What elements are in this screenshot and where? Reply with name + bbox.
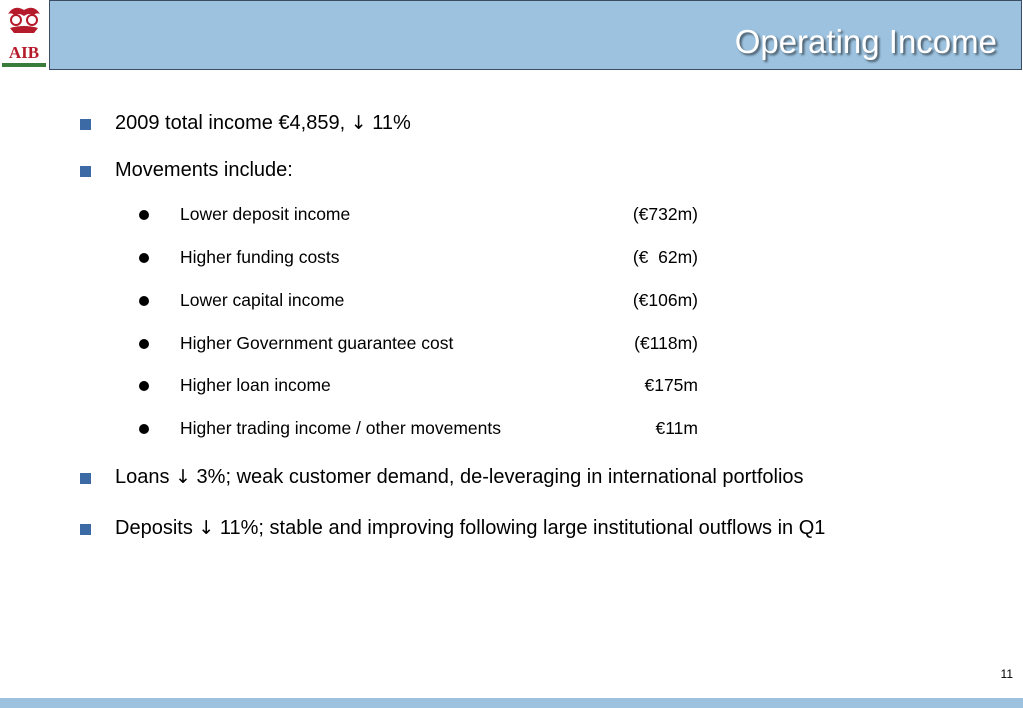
movement-label: Higher trading income / other movements	[180, 418, 501, 438]
square-bullet-icon	[80, 117, 94, 131]
square-bullet-icon	[80, 522, 94, 536]
square-bullet-icon	[80, 471, 94, 485]
movement-value: €175m	[644, 375, 698, 395]
round-bullet-icon	[139, 210, 149, 220]
movement-value: €11m	[655, 418, 698, 438]
movement-label: Lower capital income	[180, 290, 345, 310]
loans-bullet	[115, 466, 804, 489]
loans-text: 3%; weak customer demand, de-leveraging in international portfolios	[196, 466, 804, 488]
page-number: 11	[1000, 667, 1013, 681]
round-bullet-icon	[139, 424, 149, 434]
movement-value: (€ 62m)	[632, 247, 698, 267]
movement-label: Lower deposit income	[180, 204, 351, 224]
movement-value: (€106m)	[632, 290, 698, 310]
page-title: Operating Income	[734, 23, 997, 60]
total-income-change: 11%	[372, 112, 411, 134]
footer-bar	[0, 698, 1023, 708]
header-bar	[49, 0, 1022, 70]
square-bullet-icon	[80, 164, 94, 178]
aib-logo-text: AIB	[8, 43, 40, 62]
movement-item	[0, 418, 1023, 440]
movements-heading: Movements include:	[115, 159, 293, 181]
movement-item	[0, 290, 1023, 312]
round-bullet-icon	[139, 296, 149, 306]
movement-item	[0, 375, 1023, 397]
round-bullet-icon	[139, 381, 149, 391]
deposits-bullet	[115, 517, 825, 540]
down-arrow-icon: ↓	[175, 466, 191, 488]
movement-item	[0, 247, 1023, 269]
movement-label: Higher loan income	[180, 375, 331, 395]
round-bullet-icon	[139, 339, 149, 349]
total-income-text: 2009 total income €4,859,	[115, 112, 346, 134]
total-income-bullet	[115, 112, 411, 135]
loans-label: Loans	[115, 466, 170, 488]
deposits-label: Deposits	[115, 517, 193, 539]
movement-value: (€732m)	[632, 204, 698, 224]
movement-value: (€118m)	[634, 333, 698, 353]
aib-logo	[0, 0, 48, 71]
down-arrow-icon: ↓	[198, 517, 215, 539]
movement-label: Higher Government guarantee cost	[180, 333, 454, 353]
deposits-text: 11%; stable and improving following large institutional outflows in Q1	[219, 517, 826, 539]
movement-item	[0, 333, 1023, 355]
movement-item	[0, 204, 1023, 226]
round-bullet-icon	[139, 253, 149, 263]
movement-label: Higher funding costs	[180, 247, 340, 267]
aib-emblem-icon	[0, 0, 48, 71]
down-arrow-icon: ↓	[350, 112, 367, 134]
